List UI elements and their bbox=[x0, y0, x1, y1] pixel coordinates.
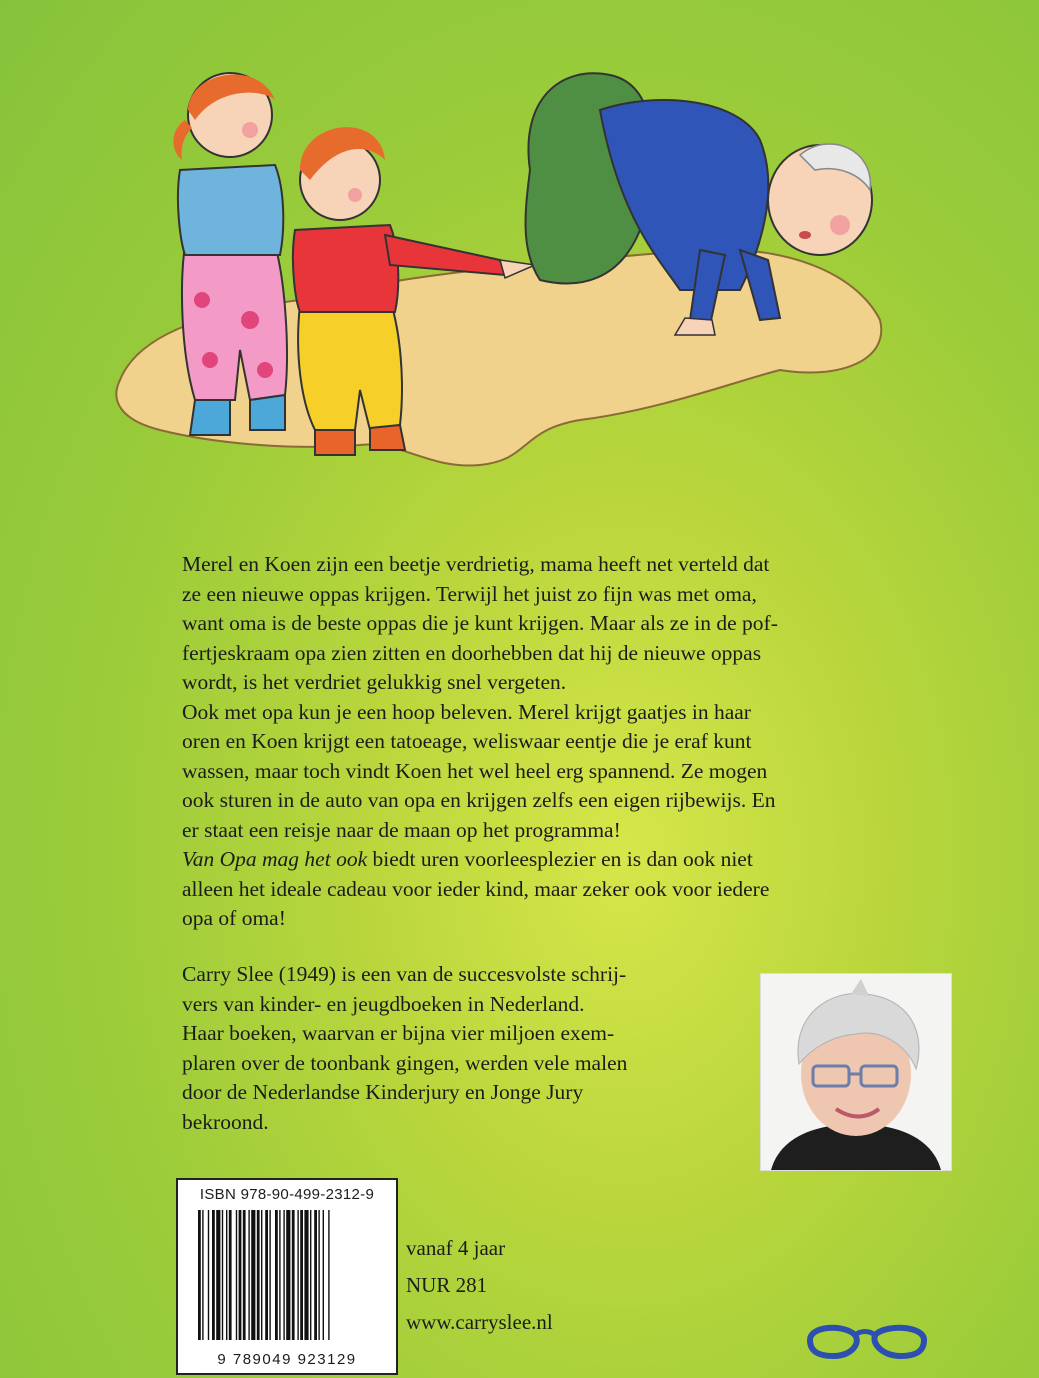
barcode-bar bbox=[265, 1210, 268, 1340]
blurb-line: wassen, maar toch vindt Koen het wel heel erg spannend. Ze mogen bbox=[182, 758, 768, 783]
barcode-bar bbox=[236, 1210, 237, 1340]
barcode-bar bbox=[243, 1210, 246, 1340]
barcode-bar bbox=[310, 1210, 311, 1340]
barcode-bar bbox=[292, 1210, 295, 1340]
barcode-bar bbox=[257, 1210, 260, 1340]
blurb-line: alleen het ideale cadeau voor ieder kind, maar zeker ook voor iedere bbox=[182, 876, 770, 901]
blurb-line: wordt, is het verdriet gelukkig snel vergeten. bbox=[182, 670, 567, 694]
author-portrait bbox=[761, 974, 951, 1170]
barcode-bar bbox=[202, 1210, 203, 1340]
barcode-bar bbox=[286, 1210, 290, 1340]
blurb-line: Merel en Koen zijn een beetje verdrietig, mama heeft net verteld dat bbox=[182, 552, 770, 576]
isbn-label: ISBN 978-90-499-2312-9 bbox=[199, 1186, 375, 1203]
back-cover-blurb bbox=[182, 550, 882, 934]
barcode-bar bbox=[304, 1210, 308, 1340]
blurb-line: opa of oma! bbox=[182, 906, 286, 930]
author-line: bekroond. bbox=[182, 1109, 269, 1134]
barcode-bar bbox=[198, 1210, 201, 1340]
barcode-bar bbox=[251, 1210, 255, 1340]
barcode-bar bbox=[283, 1210, 284, 1340]
blurb-line: Ook met opa kun je een hoop beleven. Merel krijgt gaatjes in haar bbox=[182, 699, 751, 724]
barcode-digits: 9 789049 923129 bbox=[217, 1351, 357, 1368]
author-line: plaren over de toonbank gingen, werden vele malen bbox=[182, 1050, 628, 1075]
blurb-line: want oma is de beste oppas die je kunt krijgen. Maar als ze in de pof- bbox=[182, 611, 778, 635]
barcode-bar bbox=[314, 1210, 317, 1340]
barcode-bar bbox=[318, 1210, 319, 1340]
barcode-panel bbox=[176, 1178, 398, 1375]
blurb-line: ook sturen in de auto van opa en krijgen zelfs een eigen rijbewijs. En bbox=[182, 788, 776, 812]
blurb-line: ze een nieuwe oppas krijgen. Terwijl het juist zo fijn was met oma, bbox=[182, 581, 757, 606]
barcode-bar bbox=[222, 1210, 223, 1340]
barcode-bar bbox=[279, 1210, 280, 1340]
author-line: door de Nederlandse Kinderjury en Jonge Jury bbox=[182, 1080, 584, 1104]
author-bio bbox=[182, 960, 742, 1137]
barcode-bar bbox=[297, 1210, 298, 1340]
blurb-line-rest: biedt uren voorleesplezier en is dan ook niet bbox=[367, 847, 753, 871]
author-line: Haar boeken, waarvan er bijna vier miljoen exem- bbox=[182, 1021, 615, 1045]
barcode-bar bbox=[328, 1210, 329, 1340]
glasses-logo-icon bbox=[802, 1318, 932, 1362]
barcode-bar bbox=[261, 1210, 262, 1340]
age-range: vanaf 4 jaar bbox=[406, 1236, 506, 1260]
author-line: vers van kinder- en jeugdboeken in Nederland. bbox=[182, 991, 585, 1016]
book-info bbox=[406, 1230, 553, 1341]
barcode-bar bbox=[226, 1210, 227, 1340]
author-photo bbox=[761, 974, 951, 1170]
barcode-bar bbox=[248, 1210, 249, 1340]
blurb-line: er staat een reisje naar de maan op het programma! bbox=[182, 817, 621, 842]
barcode-bar bbox=[208, 1210, 209, 1340]
blurb-line bbox=[182, 845, 882, 875]
cover-illustration bbox=[100, 50, 890, 470]
barcode-bar bbox=[216, 1210, 220, 1340]
barcode-bar bbox=[275, 1210, 278, 1340]
barcode-bar bbox=[269, 1210, 270, 1340]
girl-figure bbox=[173, 73, 287, 435]
nur-code: NUR 281 bbox=[406, 1273, 488, 1297]
barcode-bar bbox=[212, 1210, 215, 1340]
barcode-bar bbox=[323, 1210, 324, 1340]
blurb-line: oren en Koen krijgt een tatoeage, weliswaar eentje die je eraf kunt bbox=[182, 729, 752, 753]
blurb-line: fertjeskraam opa zien zitten en doorhebben dat hij de nieuwe oppas bbox=[182, 640, 762, 665]
website-link[interactable]: www.carryslee.nl bbox=[406, 1310, 553, 1334]
barcode-bar bbox=[229, 1210, 232, 1340]
barcode-bars bbox=[198, 1210, 378, 1340]
book-title: Van Opa mag het ook bbox=[182, 847, 368, 871]
barcode-bar bbox=[300, 1210, 303, 1340]
author-line: Carry Slee (1949) is een van de succesvolste schrij- bbox=[182, 962, 627, 986]
barcode-bar bbox=[239, 1210, 242, 1340]
